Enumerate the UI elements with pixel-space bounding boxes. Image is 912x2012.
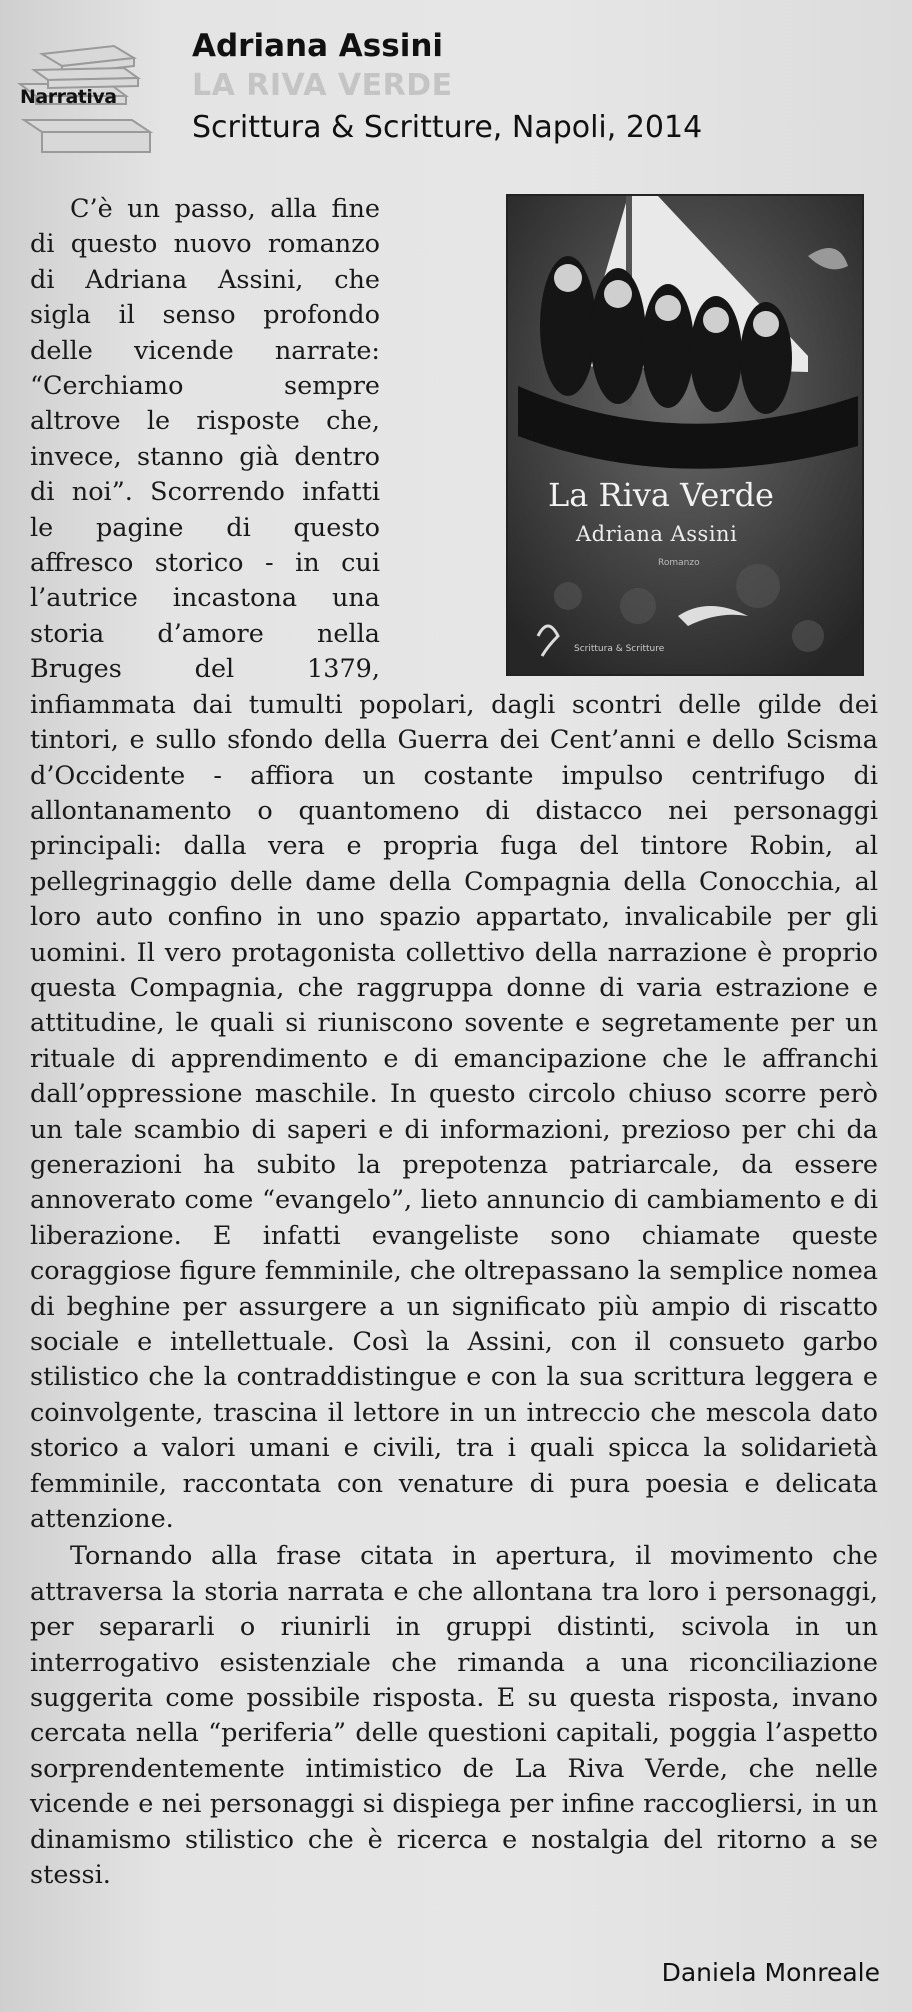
- cover-space: [390, 192, 878, 682]
- article-body: [30, 192, 878, 1894]
- publisher-info: Scrittura & Scritture, Napoli, 2014: [192, 110, 703, 145]
- cover-genre: Romanzo: [658, 558, 700, 568]
- cover-title: La Riva Verde: [548, 476, 774, 514]
- paragraph-1: C’è un passo, alla fine di questo nuovo romanzo di Adriana Assini, che sigla il senso profondo delle vicende narrate: “Cerchiamo sempre altrove le risposte che, invece, stanno già dentro di noi”. Scorrendo infatti le pagine di questo affresco storico - in cui l’autrice incastona una storia d’amore nella Bruges del 1379, infiammata dai tumulti popolari, dagli scontri delle gilde dei tintori, e sullo sfondo della Guerra dei Cent’anni e dello Scisma d’Occidente - affiora un costante impulso centrifugo di allontanamento o quantomeno di distacco nei personaggi principali: dalla vera e propria fuga del tintore Robin, al pellegrinaggio delle dame della Compagnia della Conocchia, al loro auto confino in uno spazio appartato, invalicabile per gli uomini. Il vero protagonista collettivo della narrazione è proprio questa Compagnia, che raggruppa donne di varia estrazione e attitudine, le quali si riuniscono sovente e segretamente per un rituale di apprendimento e di emancipazione che le affranchi dall’oppressione maschile. In questo circolo chiuso scorre però un tale scambio di saperi e di informazioni, prezioso per chi da generazioni ha subito la prepotenza patriarcale, da essere annoverato come “evangelo”, lieto annuncio di cambiamento e di liberazione. E infatti evangeliste sono chiamate queste coraggiose figure femminile, che oltrepassano la semplice nomea di beghine per assurgere a un significato più ampio di riscatto sociale e intellettuale. Così la Assini, con il consueto garbo stilistico che la contraddistingue e con la sua scrittura leggera e coinvolgente, trascina il lettore in un intreccio che mescola dato storico a valori umani e civili, tra i quali spicca la solidarietà femminile, raccontata con venature di pura poesia e delicata attenzione.: [30, 194, 878, 1535]
- cover-publisher: Scrittura & Scritture: [574, 644, 665, 654]
- header: [0, 0, 912, 180]
- cover-author: Adriana Assini: [576, 522, 738, 546]
- book-title: LA RIVA VERDE: [192, 68, 453, 103]
- category-label: Narrativa: [20, 86, 117, 108]
- author-name: Adriana Assini: [192, 28, 444, 64]
- paragraph-2: Tornando alla frase citata in apertura, il movimento che attraversa la storia narrata e che allontana tra loro i personaggi, per separarli o riunirli in gruppi distinti, scivola in un interrogativo esistenziale che rimanda a una riconciliazione suggerita come possibile risposta. E su questa risposta, invano cercata nella “periferia” delle questioni capitali, poggia l’aspetto sorprendentemente intimistico de La Riva Verde, che nelle vicende e nei personaggi si dispiega per infine raccogliersi, in un dinamismo stilistico che è ricerca e nostalgia del ritorno a se stessi.: [30, 1541, 878, 1891]
- signature: Daniela Monreale: [661, 1958, 880, 1987]
